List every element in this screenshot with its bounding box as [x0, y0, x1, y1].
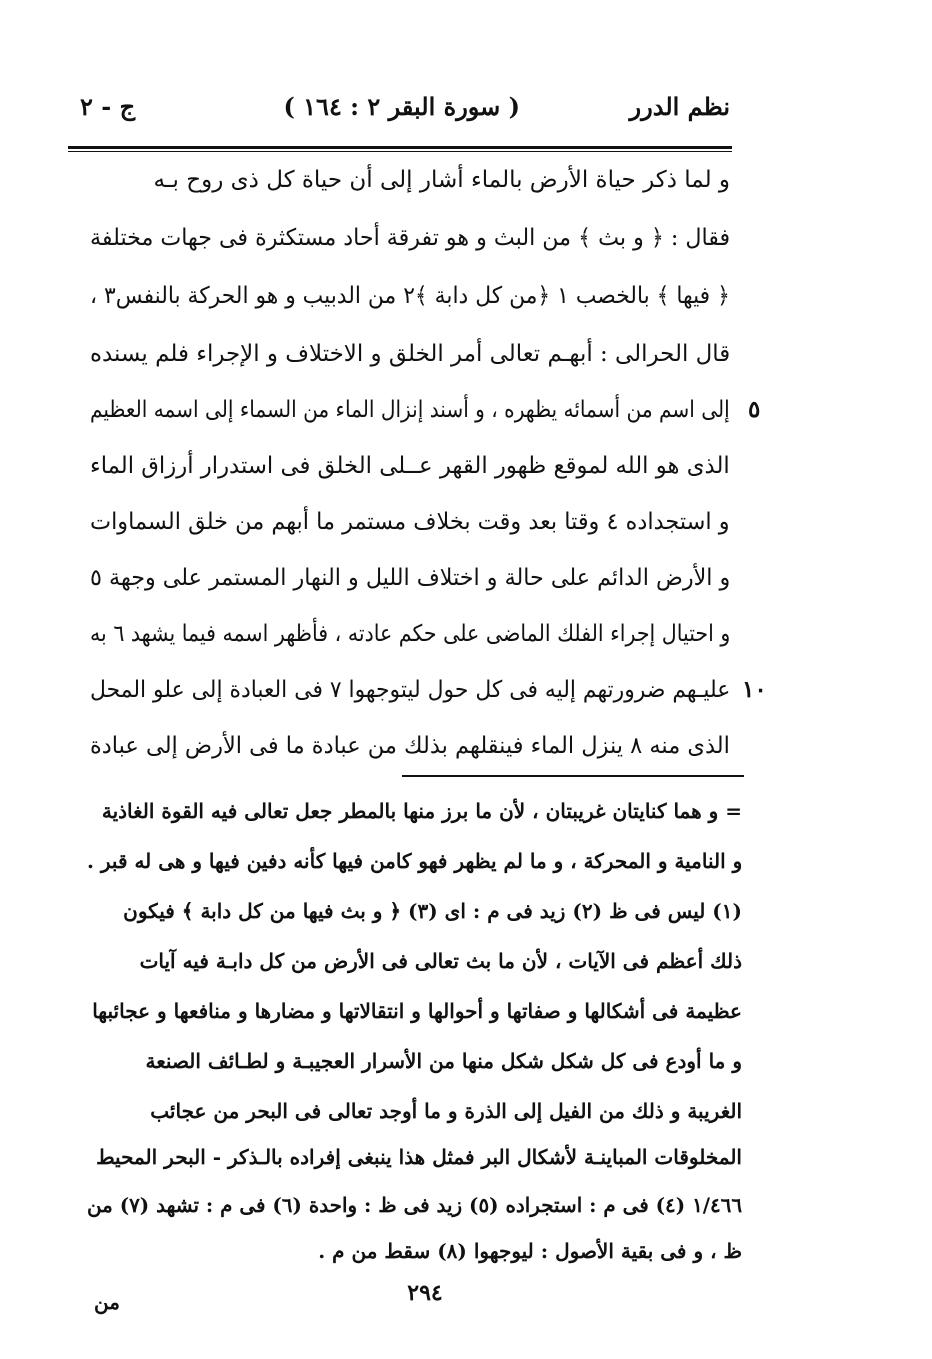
- text-line: إلى اسم من أسمائه يظهره ، و أسند إنزال الماء من السماء إلى اسمه العظيم: [90, 397, 730, 423]
- page-number: ٢٩٤: [407, 1280, 443, 1306]
- text-line: عليـهم ضرورتهم إليه فى كل حول ليتوجهوا ٧ فى العبادة إلى علو المحل: [89, 677, 730, 703]
- text-line: و احتيال إجراء الفلك الماضى على حكم عادته ، فأظهر اسمه فيما يشهد ٦ به: [89, 621, 731, 647]
- footnote-line: عظيمة فى أشكالها و صفاتها و أحوالها و انتقالاتها و مضارها و منافعها و عجائبها: [92, 999, 742, 1023]
- text-line: و استجداده ٤ وقتا بعد وقت بخلاف مستمر ما أبهم من خلق السماوات: [90, 509, 730, 535]
- surah-reference: ( سورة البقر ٢ : ١٦٤ ): [283, 92, 520, 121]
- footnote-separator: [402, 775, 744, 777]
- volume-label: ج - ٢: [80, 92, 136, 121]
- line-number-10: ١٠: [742, 676, 767, 703]
- footnote-line: و النامية و المحركة ، و ما لم يظهر فهو كامن فيها كأنه دفين فيها و هى له قبر .: [86, 849, 742, 873]
- footnote-line: و ما أودع فى كل شكل شكل منها من الأسرار العجيبـة و لطـائف الصنعة: [145, 1049, 742, 1073]
- catchword: من: [94, 1290, 120, 1314]
- footnote-line: (١) ليس فى ظ (٢) زيد فى م : اى (٣) ﴿ و بث فيها من كل دابة ﴾ فيكون: [123, 899, 742, 923]
- text-line: فقال : ﴿ و بث ﴾ من البث و هو تفرقة أحاد مستكثرة فى جهات مختلفة: [89, 225, 730, 251]
- text-line: ﴿ فيها ﴾ بالخصب ١ ﴿من كل دابة ﴾٢ من الدبيب و هو الحركة بالنفس٣ ،: [90, 283, 730, 309]
- text-line: الذى منه ٨ ينزل الماء فينقلهم بذلك من عبادة ما فى الأرض إلى عبادة: [90, 733, 730, 759]
- book-title: نظم الدرر: [629, 92, 730, 121]
- footnote-line: ذلك أعظم فى الآيات ، لأن ما بث تعالى فى الأرض من كل دابـة فيه آيات: [139, 949, 742, 973]
- line-number-5: ٥: [748, 396, 761, 423]
- footnote-line: ظ ، و فى بقية الأصول : ليوجهوا (٨) سقط من م .: [318, 1239, 742, 1263]
- running-header: [70, 92, 730, 138]
- text-line: و لما ذكر حياة الأرض بالماء أشار إلى أن حياة كل ذى روح بـه: [153, 167, 730, 193]
- footnote-line: = و هما كنايتان غريبتان ، لأن ما برز منها بالمطر جعل تعالى فيه القوة الغاذية: [101, 799, 742, 823]
- footnote-line: الغريبة و ذلك من الفيل إلى الذرة و ما أوجد تعالى فى البحر من عجائب: [150, 1099, 742, 1123]
- header-rule: [68, 146, 732, 149]
- text-line: قال الحرالى : أبهـم تعالى أمر الخلق و الاختلاف و الإجراء فلم يسنده: [89, 341, 730, 367]
- footnote-line: ١/٤٦٦ (٤) فى م : استجراده (٥) زيد فى ظ : واحدة (٦) فى م : تشهد (٧) من: [86, 1193, 742, 1217]
- header-rule-thin: [68, 151, 732, 152]
- footnote-line: المخلوقات المباينـة لأشكال البر فمثل هذا ينبغى إفراده بالـذكر - البحر المحيط: [96, 1145, 742, 1169]
- text-line: الذى هو الله لموقع ظهور القهر عــلى الخلق فى استدرار أرزاق الماء: [90, 453, 730, 479]
- text-line: و الأرض الدائم على حالة و اختلاف الليل و النهار المستمر على وجهة ٥: [89, 565, 731, 591]
